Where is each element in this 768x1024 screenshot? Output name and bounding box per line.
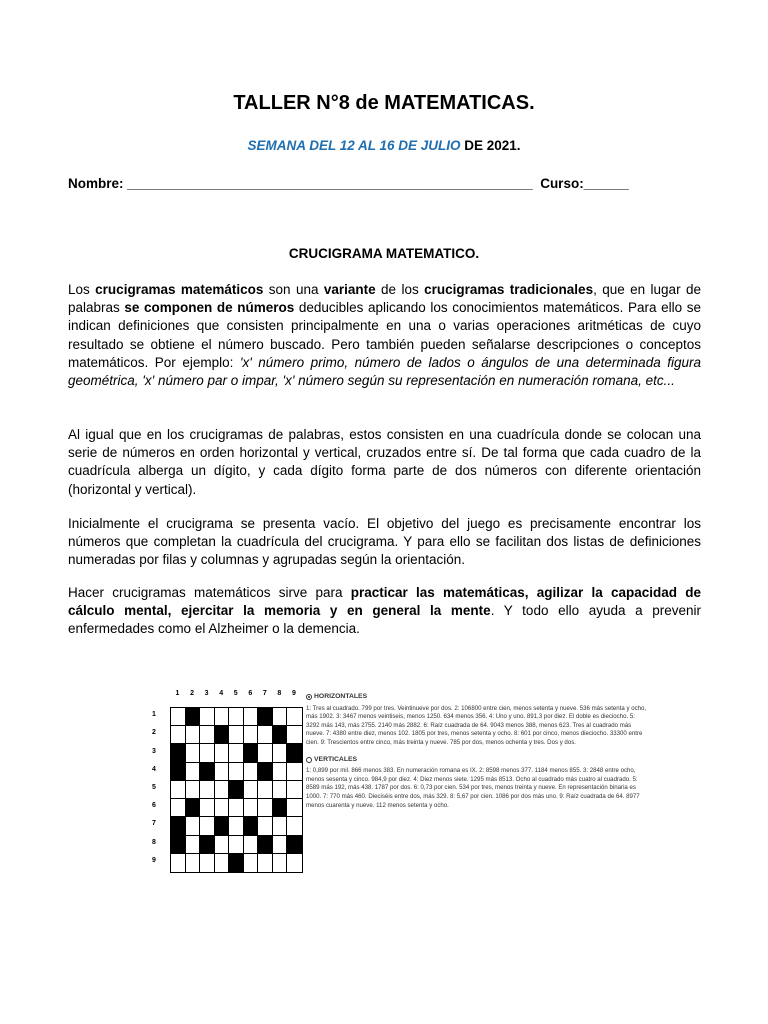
crossword-cell bbox=[215, 799, 230, 817]
crossword-cell bbox=[215, 781, 230, 799]
text-run: de los bbox=[375, 282, 425, 297]
crossword-cell-black bbox=[258, 836, 273, 854]
crossword-cell bbox=[244, 726, 259, 744]
document-title: TALLER N°8 de MATEMATICAS. bbox=[233, 92, 535, 114]
horizontal-heading bbox=[306, 693, 648, 702]
crossword-cell bbox=[287, 817, 302, 835]
crossword-cell-black bbox=[215, 726, 230, 744]
crossword-cell-black bbox=[171, 763, 186, 781]
text-run: crucigramas matemáticos bbox=[95, 282, 264, 297]
text-run: son una bbox=[263, 282, 324, 297]
text-run: Hacer crucigramas matemáticos sirve para bbox=[68, 585, 351, 600]
horizontal-clues: 1: Tres al cuadrado. 799 por tres. Veintinueve por dos. 2: 106800 entre cien, menos setenta y nueve. 536 más setenta y ocho, más 1902. 3: 3467 menos veintiseis, menos 1250. 634 menos 356. 4: Uno y uno. 891,3 por diez. El doble es dieciocho. 5: 3292 más 143, más 2755. 2140 más 2882. 6: Raíz cuadrada de 64. 9043 menos 388, menos 623. Tres al cuadrado más nueve. 7: 4380 entre diez, menos 102. 1805 por tres, menos setenta y ocho. 8: 601 por cinco, menos dieciocho. 33300 entre cien. 9: Trescientos entre cinco, más treinta y nueve. 785 por dos, menos ochenta y tres. Dos y dos. bbox=[306, 704, 647, 746]
row-number: 3 bbox=[152, 747, 156, 755]
paragraph-benefits bbox=[68, 584, 701, 639]
crossword-cell-black bbox=[287, 836, 302, 854]
crossword-cell bbox=[200, 708, 215, 726]
text-run: practicar las matemáticas, agilizar la capacidad de cálculo mental, ejercitar la memoria y en general la mente bbox=[68, 585, 701, 619]
crossword-cell bbox=[229, 744, 244, 762]
crossword-cell bbox=[273, 781, 288, 799]
crossword-cell bbox=[273, 708, 288, 726]
text-run: . Y todo ello ayuda a prevenir enfermedades como el Alzheimer o la demencia. bbox=[68, 603, 701, 637]
crossword-cell bbox=[258, 726, 273, 744]
crossword-cell bbox=[287, 726, 302, 744]
crossword-cell-black bbox=[171, 817, 186, 835]
vertical-heading bbox=[306, 756, 648, 765]
crossword-cell-black bbox=[258, 708, 273, 726]
column-number: 1 bbox=[175, 690, 180, 697]
row-number: 7 bbox=[152, 820, 156, 828]
crossword-cell bbox=[229, 726, 244, 744]
crossword-cell bbox=[200, 799, 215, 817]
crossword-cell bbox=[287, 763, 302, 781]
crossword-cell bbox=[186, 744, 201, 762]
crossword-cell bbox=[200, 781, 215, 799]
crossword-cell-black bbox=[244, 817, 259, 835]
crossword-cell bbox=[171, 781, 186, 799]
crossword-cell bbox=[273, 763, 288, 781]
text-run: , que en lugar de palabras bbox=[68, 282, 701, 316]
crossword-cell bbox=[258, 817, 273, 835]
crossword-cell bbox=[287, 799, 302, 817]
crossword-cell bbox=[244, 708, 259, 726]
vertical-heading-label: VERTICALES bbox=[314, 755, 358, 763]
crossword-cell bbox=[287, 708, 302, 726]
column-number: 7 bbox=[262, 690, 267, 697]
text-run: Los bbox=[68, 282, 96, 297]
crossword-cell-black bbox=[186, 799, 201, 817]
crossword-cell bbox=[200, 817, 215, 835]
crossword-cell bbox=[171, 854, 186, 872]
crossword-cell bbox=[229, 836, 244, 854]
crossword-grid bbox=[170, 707, 303, 873]
row-number: 5 bbox=[152, 784, 156, 791]
text-run: 'x' número primo, número de lados o ángulos de una determinada figura geométrica, 'x' número par o impar, 'x' número según su representación en numeración romana, etc... bbox=[68, 354, 701, 389]
crossword-cell bbox=[229, 708, 244, 726]
name-course-line: Nombre: ______________________________________________________ Curso:______ bbox=[68, 176, 629, 191]
row-number: 8 bbox=[152, 838, 156, 846]
crossword-cell bbox=[171, 708, 186, 726]
column-number: 5 bbox=[233, 690, 238, 697]
crossword-cell bbox=[215, 708, 230, 726]
row-number: 9 bbox=[152, 856, 156, 864]
row-number: 4 bbox=[152, 765, 156, 773]
crossword-cell bbox=[273, 744, 288, 762]
radio-selected-icon bbox=[306, 694, 312, 700]
crossword-cell bbox=[186, 817, 201, 835]
crossword-cell-black bbox=[258, 763, 273, 781]
column-number: 6 bbox=[248, 690, 253, 697]
crossword-cell bbox=[244, 763, 259, 781]
crossword-cell-black bbox=[171, 836, 186, 854]
crossword-cell bbox=[171, 799, 186, 817]
radio-empty-icon bbox=[306, 757, 312, 763]
crossword-cell-black bbox=[244, 744, 259, 762]
crossword-cell-black bbox=[273, 726, 288, 744]
crossword-cell bbox=[186, 781, 201, 799]
paragraph-grid-description: Al igual que en los crucigramas de palabras, estos consisten en una cuadrícula donde se colocan una serie de números en orden horizontal y vertical, cruzados entre sí. De tal forma que cada cuadro de la cuadrícula alberga un dígito, y cada dígito forma parte de dos números con diferente orientación (horizontal y vertical). bbox=[68, 427, 701, 497]
crossword-figure bbox=[148, 690, 648, 885]
column-number: 3 bbox=[204, 690, 209, 697]
crossword-cell bbox=[229, 817, 244, 835]
crossword-cell bbox=[287, 854, 302, 872]
horizontal-heading-label: HORIZONTALES bbox=[314, 693, 368, 700]
crossword-cell bbox=[258, 854, 273, 872]
column-number: 8 bbox=[277, 690, 282, 697]
crossword-cell-black bbox=[200, 836, 215, 854]
crossword-cell-black bbox=[200, 763, 215, 781]
crossword-cell bbox=[215, 854, 230, 872]
crossword-cell bbox=[229, 763, 244, 781]
crossword-cell bbox=[200, 744, 215, 762]
crossword-cell bbox=[215, 836, 230, 854]
crossword-cell bbox=[215, 763, 230, 781]
crossword-cell bbox=[200, 726, 215, 744]
crossword-cell-black bbox=[186, 708, 201, 726]
crossword-cell-black bbox=[273, 799, 288, 817]
paragraph-intro bbox=[68, 281, 701, 390]
crossword-cell bbox=[186, 836, 201, 854]
crossword-cell-black bbox=[229, 781, 244, 799]
week-line bbox=[0, 138, 768, 153]
paragraph-objective: Inicialmente el crucigrama se presenta vacío. El objetivo del juego es precisamente encontrar los números que completan la cuadrícula del crucigrama. Y para ello se facilitan dos listas de definiciones numeradas por filas y columnas y agrupadas según la orientación. bbox=[68, 516, 701, 568]
crossword-cell bbox=[287, 781, 302, 799]
row-number: 2 bbox=[152, 729, 156, 737]
crossword-cell-black bbox=[171, 744, 186, 762]
crossword-cell bbox=[273, 817, 288, 835]
crossword-cell bbox=[229, 799, 244, 817]
crossword-cell bbox=[258, 744, 273, 762]
text-run: variante bbox=[323, 282, 376, 297]
crossword-cell bbox=[258, 799, 273, 817]
crossword-cell bbox=[244, 836, 259, 854]
column-number: 4 bbox=[219, 690, 224, 697]
row-number: 1 bbox=[152, 711, 156, 719]
row-number: 6 bbox=[152, 802, 156, 810]
crossword-cell-black bbox=[215, 817, 230, 835]
crossword-cell bbox=[273, 836, 288, 854]
week-dates: SEMANA DEL 12 AL 16 DE JULIO bbox=[247, 138, 461, 153]
crossword-cell bbox=[186, 763, 201, 781]
crossword-cell-black bbox=[229, 854, 244, 872]
crossword-cell bbox=[258, 781, 273, 799]
section-subtitle: CRUCIGRAMA MATEMATICO. bbox=[288, 246, 480, 261]
crossword-cell bbox=[244, 854, 259, 872]
crossword-cell bbox=[200, 854, 215, 872]
column-number: 9 bbox=[291, 690, 296, 697]
crossword-cell bbox=[186, 726, 201, 744]
text-run: deducibles aplicando los conocimientos matemáticos. Para ello se indican definiciones que consisten principalmente en una o varias operaciones aritméticas de cuyo resultado se obtiene el número buscado. Pero también pueden señalarse descripciones o conceptos matemáticos. Por ejemplo: bbox=[68, 300, 701, 370]
vertical-clues: 1: 0,899 por mil. 866 menos 383. En numeración romana es IX. 2: 8598 menos 377. 1184 menos 855. 3: 2848 entre ocho, menos sesenta y cinco. 984,9 por diez. 4: Diez menos siete. 1295 más 8513. Ocho al cuadrado más cuatro al cuadrado. 5: 8589 más 192, más 438. 1787 por dos. 6: 0,73 por cien. 534 por tres, menos treinta y nueve. En representación binaria es 1000. 7: 770 más 460. Dieciséis entre dos, más 329. 8: 5,67 por cien. 1086 por dos más uno. 9: Raíz cuadrada de 64. 8977 menos cuarenta y nueve. 112 menos setenta y ocho. bbox=[306, 767, 640, 809]
crossword-clues bbox=[306, 690, 648, 818]
crossword-cell bbox=[215, 744, 230, 762]
column-number: 2 bbox=[190, 690, 194, 697]
crossword-cell-black bbox=[287, 744, 302, 762]
week-year: DE 2021. bbox=[460, 138, 521, 153]
crossword-cell bbox=[244, 781, 259, 799]
crossword-cell bbox=[186, 854, 201, 872]
text-run: crucigramas tradicionales bbox=[424, 282, 594, 297]
crossword-cell bbox=[171, 726, 186, 744]
crossword-cell bbox=[273, 854, 288, 872]
crossword-cell bbox=[244, 799, 259, 817]
text-run: se componen de números bbox=[124, 300, 295, 316]
